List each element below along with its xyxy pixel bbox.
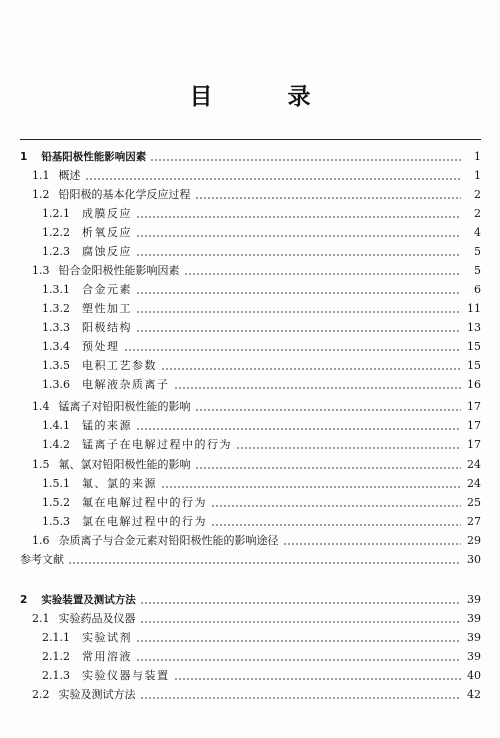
toc-leader-dots <box>85 178 462 180</box>
toc-entry-title: 实验仪器与装置 <box>82 669 170 682</box>
toc-leader-dots <box>136 216 461 218</box>
toc-leader-dots <box>136 235 461 237</box>
toc-entry-page: 27 <box>467 515 481 528</box>
toc-leader-dots <box>140 602 461 604</box>
toc-entry-title: 合金元素 <box>82 283 132 296</box>
toc-entry-number: 2 <box>20 594 28 606</box>
toc-entry-title: 实验装置及测试方法 <box>41 594 136 606</box>
toc-entry[interactable] <box>20 376 481 394</box>
toc-entry-number: 1.2.1 <box>42 207 70 220</box>
toc-entry[interactable] <box>20 610 481 628</box>
toc-leader-dots <box>136 640 461 642</box>
toc-entry[interactable] <box>20 148 481 166</box>
toc-entry-page: 17 <box>467 400 481 413</box>
toc-entry-number: 1.3.6 <box>42 378 70 391</box>
toc-entry[interactable] <box>20 667 481 685</box>
toc-leader-dots <box>136 254 461 256</box>
toc-entry-title: 塑性加工 <box>82 302 132 315</box>
toc-entry-number: 1.5.2 <box>42 496 70 509</box>
toc-entry-number: 2.1.2 <box>42 650 70 663</box>
toc-entry-title: 电解液杂质离子 <box>82 378 170 391</box>
toc-entry-page: 29 <box>467 534 481 547</box>
toc-entry-title: 成膜反应 <box>82 207 132 220</box>
toc-entry-page: 5 <box>474 264 481 277</box>
toc-entry-page: 11 <box>467 302 481 315</box>
toc-entry-number: 1.2.2 <box>42 226 70 239</box>
toc-entry-title: 实验试剂 <box>82 631 132 644</box>
toc-entry[interactable] <box>20 398 481 416</box>
toc-leader-dots <box>124 349 462 351</box>
toc-entry-title: 氟、氯对铅阳极性能的影响 <box>58 458 191 471</box>
toc-entry-title: 阳极结构 <box>82 321 132 334</box>
toc-entry-page: 17 <box>467 438 481 451</box>
toc-entry-number: 1.6 <box>32 534 50 547</box>
toc-entry-number: 1.3.4 <box>42 340 70 353</box>
toc-entry-number: 1.5 <box>32 458 50 471</box>
toc-leader-dots <box>174 678 462 680</box>
toc-leader-dots <box>136 292 461 294</box>
toc-entry-number: 1.4.2 <box>42 438 70 451</box>
toc-entry[interactable] <box>20 262 481 280</box>
toc-entry-page: 15 <box>467 359 481 372</box>
toc-leader-dots <box>68 562 461 564</box>
toc-entry-title: 锰的来源 <box>82 419 132 432</box>
toc-entry-title: 锰离子对铅阳极性能的影响 <box>58 400 191 413</box>
toc-entry[interactable] <box>20 243 481 261</box>
toc-entry-title: 铅阳极的基本化学反应过程 <box>58 188 191 201</box>
toc-entry-title: 析氧反应 <box>82 226 132 239</box>
toc-entry-number: 1.3.2 <box>42 302 70 315</box>
toc-entry-title: 杂质离子与合金元素对铅阳极性能的影响途径 <box>58 534 279 547</box>
toc-entry-number: 1 <box>20 151 28 163</box>
toc-entry[interactable] <box>20 494 481 512</box>
toc-leader-dots <box>161 486 461 488</box>
toc-entry-page: 25 <box>467 496 481 509</box>
toc-entry-page: 39 <box>467 593 481 606</box>
toc-entry[interactable] <box>20 338 481 356</box>
toc-leader-dots <box>236 447 461 449</box>
toc-entry[interactable] <box>20 551 481 569</box>
toc-entry-number: 2.1.3 <box>42 669 70 682</box>
toc-entry[interactable] <box>20 629 481 647</box>
toc-entry-title: 锰离子在电解过程中的行为 <box>82 438 232 451</box>
toc-entry-page: 24 <box>467 458 481 471</box>
toc-leader-dots <box>136 659 461 661</box>
toc-leader-dots <box>211 524 461 526</box>
toc-entry-page: 1 <box>474 169 481 182</box>
toc-entry[interactable] <box>20 300 481 318</box>
toc-entry[interactable] <box>20 205 481 223</box>
toc-entry-number: 1.5.3 <box>42 515 70 528</box>
toc-entry-number: 1.2.3 <box>42 245 70 258</box>
toc-leader-dots <box>136 330 461 332</box>
toc-leader-dots <box>195 197 462 199</box>
toc-entry-page: 40 <box>467 669 481 682</box>
toc-leader-dots <box>140 697 462 699</box>
toc-entry-number: 2.1 <box>32 612 50 625</box>
toc-entry-page: 1 <box>474 150 481 163</box>
toc-entry-title: 电积工艺参数 <box>82 359 157 372</box>
toc-entry-title: 氯在电解过程中的行为 <box>82 515 207 528</box>
toc-entry-page: 4 <box>474 226 481 239</box>
toc-entry-number: 1.3.5 <box>42 359 70 372</box>
toc-entry-title: 氟、氯的来源 <box>82 477 157 490</box>
toc-leader-dots <box>136 311 461 313</box>
toc-entry[interactable] <box>20 648 481 666</box>
toc-entry-page: 39 <box>467 650 481 663</box>
header-rule <box>20 139 481 140</box>
toc-entry-page: 15 <box>467 340 481 353</box>
toc-entry[interactable] <box>20 532 481 550</box>
toc-entry[interactable] <box>20 591 481 609</box>
toc-entry-title: 腐蚀反应 <box>82 245 132 258</box>
toc-entry-number: 2.1.1 <box>42 631 70 644</box>
toc-leader-dots <box>150 159 461 161</box>
toc-entry-page: 5 <box>474 245 481 258</box>
toc-entry-title: 实验药品及仪器 <box>58 612 136 625</box>
toc-entry-title: 参考文献 <box>20 553 64 566</box>
toc-entry-number: 1.3.1 <box>42 283 70 296</box>
toc-entry-page: 2 <box>474 207 481 220</box>
toc-leader-dots <box>211 505 461 507</box>
toc-entry-title: 铅合金阳极性能影响因素 <box>58 264 180 277</box>
toc-entry[interactable] <box>20 281 481 299</box>
toc-entry[interactable] <box>20 167 481 185</box>
toc-entry[interactable] <box>20 186 481 204</box>
toc-entry[interactable] <box>20 417 481 435</box>
toc-entry-page: 39 <box>467 631 481 644</box>
toc-entry-page: 16 <box>467 378 481 391</box>
toc-entry[interactable] <box>20 319 481 337</box>
toc-entry-title: 概述 <box>58 169 81 182</box>
toc-entry-page: 2 <box>474 188 481 201</box>
toc-leader-dots <box>195 467 462 469</box>
toc-entry-number: 2.2 <box>32 688 50 701</box>
toc-entry-page: 17 <box>467 419 481 432</box>
toc-entry-page: 30 <box>467 553 481 566</box>
toc-entry-page: 24 <box>467 477 481 490</box>
toc-leader-dots <box>140 621 462 623</box>
toc-entry-title: 预处理 <box>82 340 120 353</box>
toc-entry-page: 39 <box>467 612 481 625</box>
toc-entry-page: 42 <box>467 688 481 701</box>
toc-entry[interactable] <box>20 686 481 704</box>
toc-entry-number: 1.4.1 <box>42 419 70 432</box>
toc-leader-dots <box>283 543 462 545</box>
toc-entry[interactable] <box>20 436 481 454</box>
toc-entry-title: 常用溶液 <box>82 650 132 663</box>
toc-leader-dots <box>136 428 461 430</box>
toc-entry[interactable] <box>20 357 481 375</box>
toc-entry-title: 氟在电解过程中的行为 <box>82 496 207 509</box>
toc-leader-dots <box>195 409 462 411</box>
toc-entry[interactable] <box>20 513 481 531</box>
toc-entry-title: 铅基阳极性能影响因素 <box>41 151 147 163</box>
toc-leader-dots <box>184 273 462 275</box>
toc-entry-number: 1.3 <box>32 264 50 277</box>
page-title: 目 录 <box>189 84 337 110</box>
toc-entry-number: 1.3.3 <box>42 321 70 334</box>
toc-leader-dots <box>174 387 462 389</box>
toc-entry-page: 6 <box>474 283 481 296</box>
toc-entry-number: 1.1 <box>32 169 50 182</box>
toc-entry[interactable] <box>20 475 481 493</box>
toc-entry-page: 13 <box>467 321 481 334</box>
toc-leader-dots <box>161 368 461 370</box>
toc-entry[interactable] <box>20 224 481 242</box>
toc-entry[interactable] <box>20 456 481 474</box>
toc-entry-number: 1.4 <box>32 400 50 413</box>
toc-entry-title: 实验及测试方法 <box>58 688 136 701</box>
toc-entry-number: 1.5.1 <box>42 477 70 490</box>
toc-entry-number: 1.2 <box>32 188 50 201</box>
